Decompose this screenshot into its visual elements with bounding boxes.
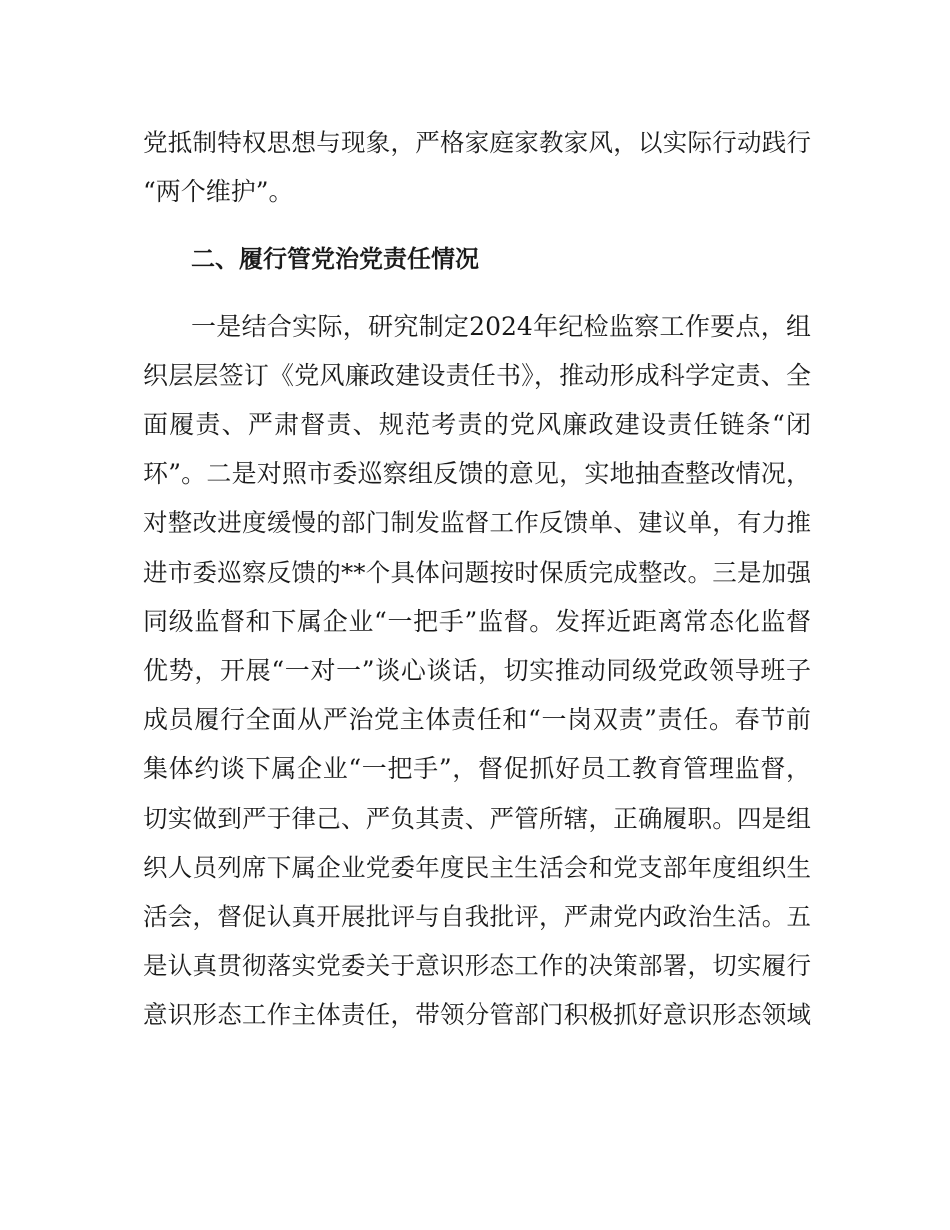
paragraph-line: 意识形态工作主体责任，带领分管部门积极抓好意识形态领域 xyxy=(143,1000,811,1029)
paragraph-line: 集体约谈下属企业“一把手”，督促抓好员工教育管理监督， xyxy=(143,754,811,783)
paragraph-line: 优势，开展“一对一”谈心谈话，切实推动同级党政领导班子 xyxy=(143,656,811,685)
paragraph-line: 织层层签订《党风廉政建设责任书》，推动形成科学定责、全 xyxy=(143,361,811,390)
paragraph-line: 面履责、严肃督责、规范考责的党风廉政建设责任链条“闭 xyxy=(143,410,811,439)
paragraph-line: 进市委巡察反馈的**个具体问题按时保质完成整改。三是加强 xyxy=(143,558,811,587)
paragraph-line: 织人员列席下属企业党委年度民主生活会和党支部年度组织生 xyxy=(143,853,811,882)
paragraph-line: 活会，督促认真开展批评与自我批评，严肃党内政治生活。五 xyxy=(143,902,811,931)
section-heading: 二、履行管党治党责任情况 xyxy=(191,245,479,273)
paragraph-line: 切实做到严于律己、严负其责、严管所辖，正确履职。四是组 xyxy=(143,804,811,833)
paragraph-line: 同级监督和下属企业“一把手”监督。发挥近距离常态化监督 xyxy=(143,607,811,636)
paragraph-line: 成员履行全面从严治党主体责任和“一岗双责”责任。春节前 xyxy=(143,705,811,734)
paragraph-line: 党抵制特权思想与现象，严格家庭家教家风，以实际行动践行 xyxy=(143,128,811,157)
paragraph-line: 是认真贯彻落实党委关于意识形态工作的决策部署，切实履行 xyxy=(143,951,811,980)
paragraph-line: “两个维护”。 xyxy=(143,177,294,206)
paragraph-line: 对整改进度缓慢的部门制发监督工作反馈单、建议单，有力推 xyxy=(143,508,811,537)
paragraph-line: 环”。二是对照市委巡察组反馈的意见，实地抽查整改情况， xyxy=(143,459,811,488)
paragraph-line: 一是结合实际，研究制定2024年纪检监察工作要点，组 xyxy=(191,312,811,341)
